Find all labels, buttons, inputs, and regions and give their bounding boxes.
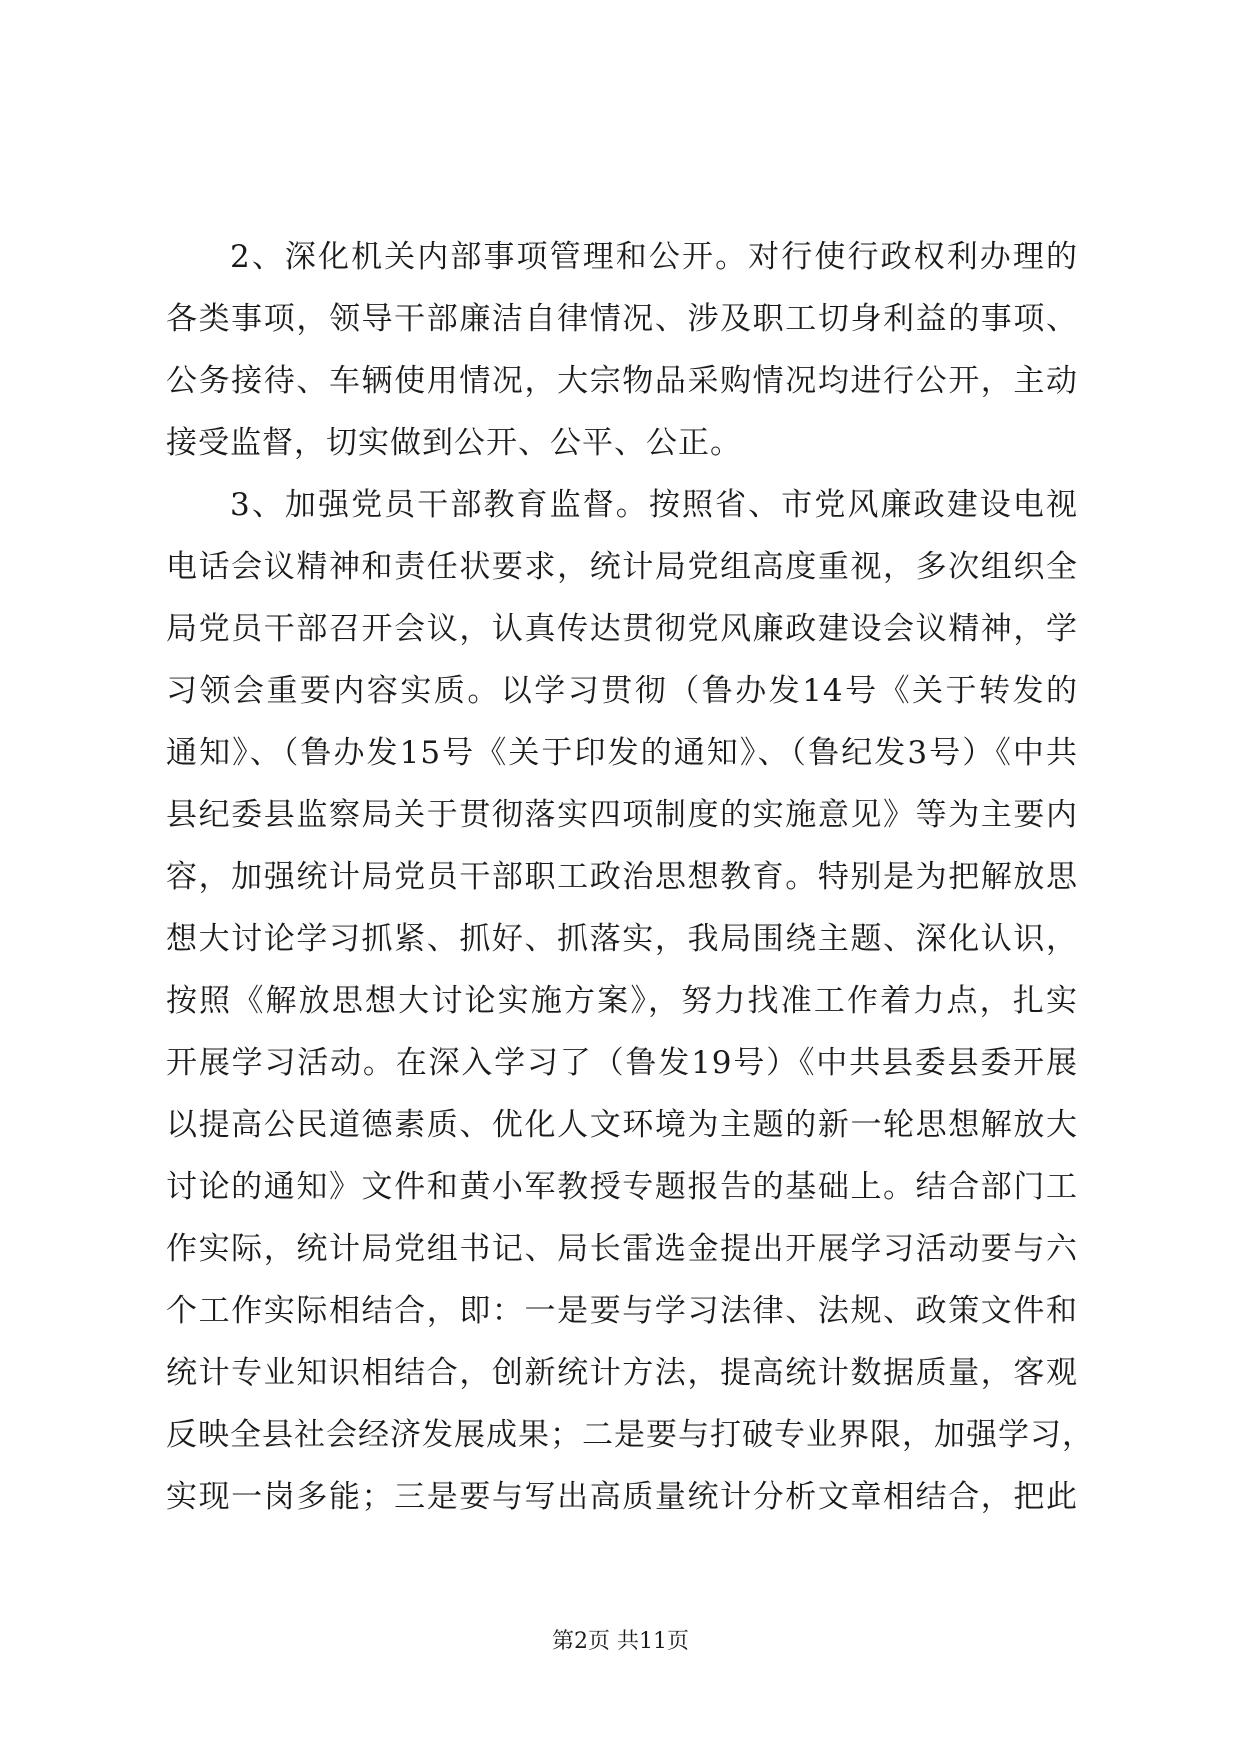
paragraph-2-line-2: 各类事项，领导干部廉洁自律情况、涉及职工切身利益的事项、 bbox=[166, 301, 1078, 337]
paragraph-3-line-15: 统计专业知识相结合，创新统计方法，提高统计数据质量，客观 bbox=[166, 1355, 1078, 1391]
paragraph-3-line-6: 县纪委县监察局关于贯彻落实四项制度的实施意见》等为主要内 bbox=[166, 797, 1078, 833]
paragraph-3-line-8: 想大讨论学习抓紧、抓好、抓落实，我局围绕主题、深化认识， bbox=[166, 921, 1078, 957]
paragraph-3-line-10: 开展学习活动。在深入学习了（鲁发19号）《中共县委县委开展 bbox=[166, 1045, 1078, 1081]
paragraph-3-line-11: 以提高公民道德素质、优化人文环境为主题的新一轮思想解放大 bbox=[166, 1107, 1078, 1143]
paragraph-2-line-3: 公务接待、车辆使用情况，大宗物品采购情况均进行公开，主动 bbox=[166, 363, 1078, 399]
page-number-footer: 第2页 共11页 bbox=[552, 1629, 689, 1654]
paragraph-3-line-16: 反映全县社会经济发展成果；二是要与打破专业界限，加强学习， bbox=[166, 1417, 1094, 1453]
paragraph-3-line-12: 讨论的通知》文件和黄小军教授专题报告的基础上。结合部门工 bbox=[166, 1169, 1078, 1205]
paragraph-3-line-14: 个工作实际相结合，即：一是要与学习法律、法规、政策文件和 bbox=[166, 1293, 1078, 1329]
paragraph-3-line-2: 电话会议精神和责任状要求，统计局党组高度重视，多次组织全 bbox=[166, 549, 1078, 585]
paragraph-3-line-5: 通知》、（鲁办发15号《关于印发的通知》、（鲁纪发3号）《中共 bbox=[166, 735, 1078, 771]
document-body bbox=[166, 226, 1094, 1528]
paragraph-3-line-4: 习领会重要内容实质。以学习贯彻（鲁办发14号《关于转发的 bbox=[166, 673, 1078, 709]
paragraph-3-line-1: 3、加强党员干部教育监督。按照省、市党风廉政建设电视 bbox=[230, 487, 1078, 523]
paragraph-3-line-17: 实现一岗多能；三是要与写出高质量统计分析文章相结合，把此 bbox=[166, 1479, 1078, 1515]
paragraph-3-line-7: 容，加强统计局党员干部职工政治思想教育。特别是为把解放思 bbox=[166, 859, 1078, 895]
paragraph-3-line-9: 按照《解放思想大讨论实施方案》，努力找准工作着力点，扎实 bbox=[166, 983, 1078, 1019]
paragraph-2-line-1: 2、深化机关内部事项管理和公开。对行使行政权利办理的 bbox=[230, 239, 1078, 275]
paragraph-3-line-3: 局党员干部召开会议，认真传达贯彻党风廉政建设会议精神，学 bbox=[166, 611, 1078, 647]
paragraph-2-line-4: 接受监督，切实做到公开、公平、公正。 bbox=[166, 425, 742, 461]
paragraph-3-line-13: 作实际，统计局党组书记、局长雷选金提出开展学习活动要与六 bbox=[166, 1231, 1078, 1267]
